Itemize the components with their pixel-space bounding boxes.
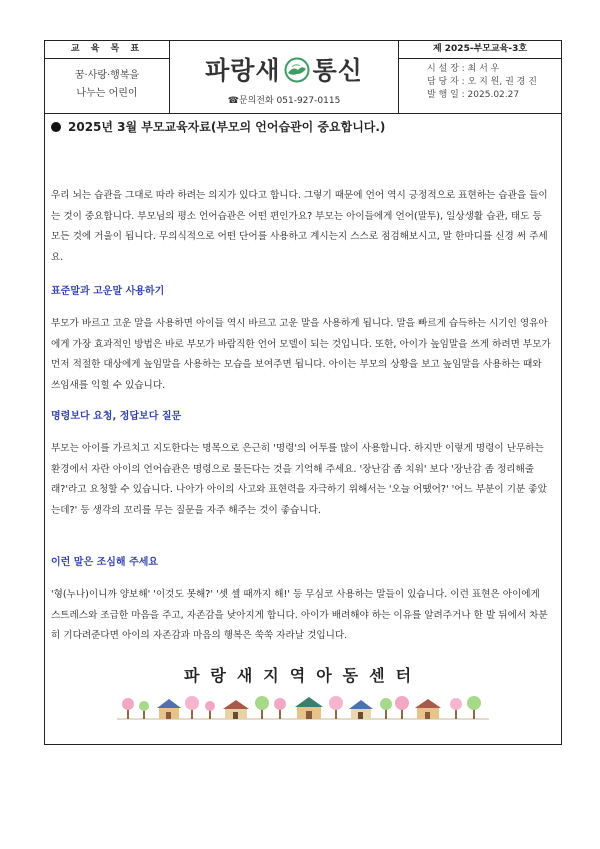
education-goal-heading: 교 육 목 표	[45, 41, 169, 59]
house-icon	[349, 700, 373, 719]
tree-icon	[255, 696, 269, 719]
document-title-row	[51, 118, 385, 135]
bluebird-logo-icon	[284, 57, 310, 83]
tree-icon	[274, 698, 286, 719]
brand-left: 파랑새	[205, 56, 281, 85]
bullet-icon	[51, 122, 61, 132]
tree-icon	[329, 696, 343, 719]
director-line: 시 설 장 : 최 서 우	[427, 64, 500, 74]
center-name: 파랑새지역아동센터	[183, 666, 423, 685]
house-icon	[295, 697, 323, 719]
publication-meta	[399, 59, 561, 102]
tree-icon	[450, 698, 462, 719]
house-icon	[157, 699, 181, 719]
header-table	[45, 41, 561, 114]
tree-icon	[395, 696, 409, 719]
house-icon	[223, 700, 249, 719]
education-motto	[45, 59, 169, 103]
village-illustration	[117, 687, 489, 723]
section-heading-1: 표준말과 고운말 사용하기	[51, 286, 165, 297]
tree-icon	[185, 696, 199, 719]
motto-line-1: 꿈·사랑·행복을	[74, 70, 140, 81]
section-body-3: '형(누나)이니까 양보해' '이것도 못해?' '셋 셀 때까지 해!' 등 무심코 사용하는 말들이 있습니다. 이런 표현은 아이에게 스트레스와 조급한 마음을 주고, 자존감을 낮아지게 합니다. 아이가 배려해야 하는 이유를 알려주거나 한 발 뒤에서 차분히 기다려준다면 아이의 자존감과 마음의 행복은 쑥쑥 자라날 것입니다.	[51, 589, 548, 641]
newsletter-brand-cell	[170, 41, 399, 113]
house-icon	[415, 699, 441, 719]
issue-info-cell	[399, 41, 561, 113]
brand-right: 통신	[312, 56, 363, 85]
section-heading-2: 명령보다 요청, 정답보다 질문	[51, 411, 182, 422]
tree-icon	[380, 698, 392, 719]
staff-line: 담 당 자 : 오 지 원, 권 경 진	[427, 77, 537, 87]
tree-icon	[467, 696, 481, 719]
tree-icon	[122, 698, 134, 719]
newsletter-title	[170, 51, 398, 87]
intro-paragraph: 우리 뇌는 습관을 그대로 따라 하려는 의지가 있다고 합니다. 그렇기 때문에 언어 역시 긍정적으로 표현하는 습관을 들이는 것이 중요합니다. 부모님의 평소 언어습관은 어떤 편인가요? 부모는 아이들에게 언어(말투), 일상생활 습관, 태도 등 모든 것에 거울이 됩니다. 무의식적으로 어떤 단어를 사용하고 계시는지 스스로 점검해보시고, 말 한마디를 신경 써 주세요.	[51, 190, 548, 263]
tree-icon	[205, 701, 215, 719]
section-body-2: 부모는 아이를 가르치고 지도한다는 명목으로 은근히 '명령'의 어투를 많이 사용합니다. 하지만 이렇게 명령이 난무하는 환경에서 자란 아이의 언어습관은 명령으로 물든다는 것을 기억해 주세요. '장난감 좀 치워' 보다 '장난감 좀 정리해줄래?'라고 요청할 수 있습니다. 나아가 아이의 사고와 표현력을 자극하기 위해서는 '오늘 어땠어?' '어느 부분이 기분 좋았는데?' 등 생각의 꼬리를 무는 질문을 자주 해주는 것이 좋습니다.	[51, 443, 547, 516]
newsletter-page	[44, 40, 562, 745]
education-goal-cell	[45, 41, 170, 113]
issue-date-line: 발 행 일 : 2025.02.27	[427, 90, 520, 100]
contact-phone: ☎문의전화 051-927-0115	[227, 96, 341, 106]
document-title: 2025년 3월 부모교육자료(부모의 언어습관이 중요합니다.)	[68, 120, 386, 134]
section-heading-3: 이런 말은 조심해 주세요	[51, 557, 159, 568]
tree-icon	[139, 701, 149, 719]
motto-line-2: 나누는 어린이	[76, 88, 138, 99]
issue-number: 제 2025-부모교육-3호	[399, 41, 561, 59]
section-body-1: 부모가 바르고 고운 말을 사용하면 아이들 역시 바르고 고운 말을 사용하게 됩니다. 말을 빠르게 습득하는 시기인 영유아에게 가장 효과적인 방법은 바로 부모가 바람직한 언어 모델이 되는 것입니다. 또한, 아이가 높임말을 쓰게 하려면 부모가 먼저 적절한 대상에게 높임말을 사용하는 모습을 보여주면 됩니다. 아이는 부모의 상황을 보고 높임말을 사용하는 때와 쓰임새를 익힐 수 있습니다.	[51, 318, 551, 391]
